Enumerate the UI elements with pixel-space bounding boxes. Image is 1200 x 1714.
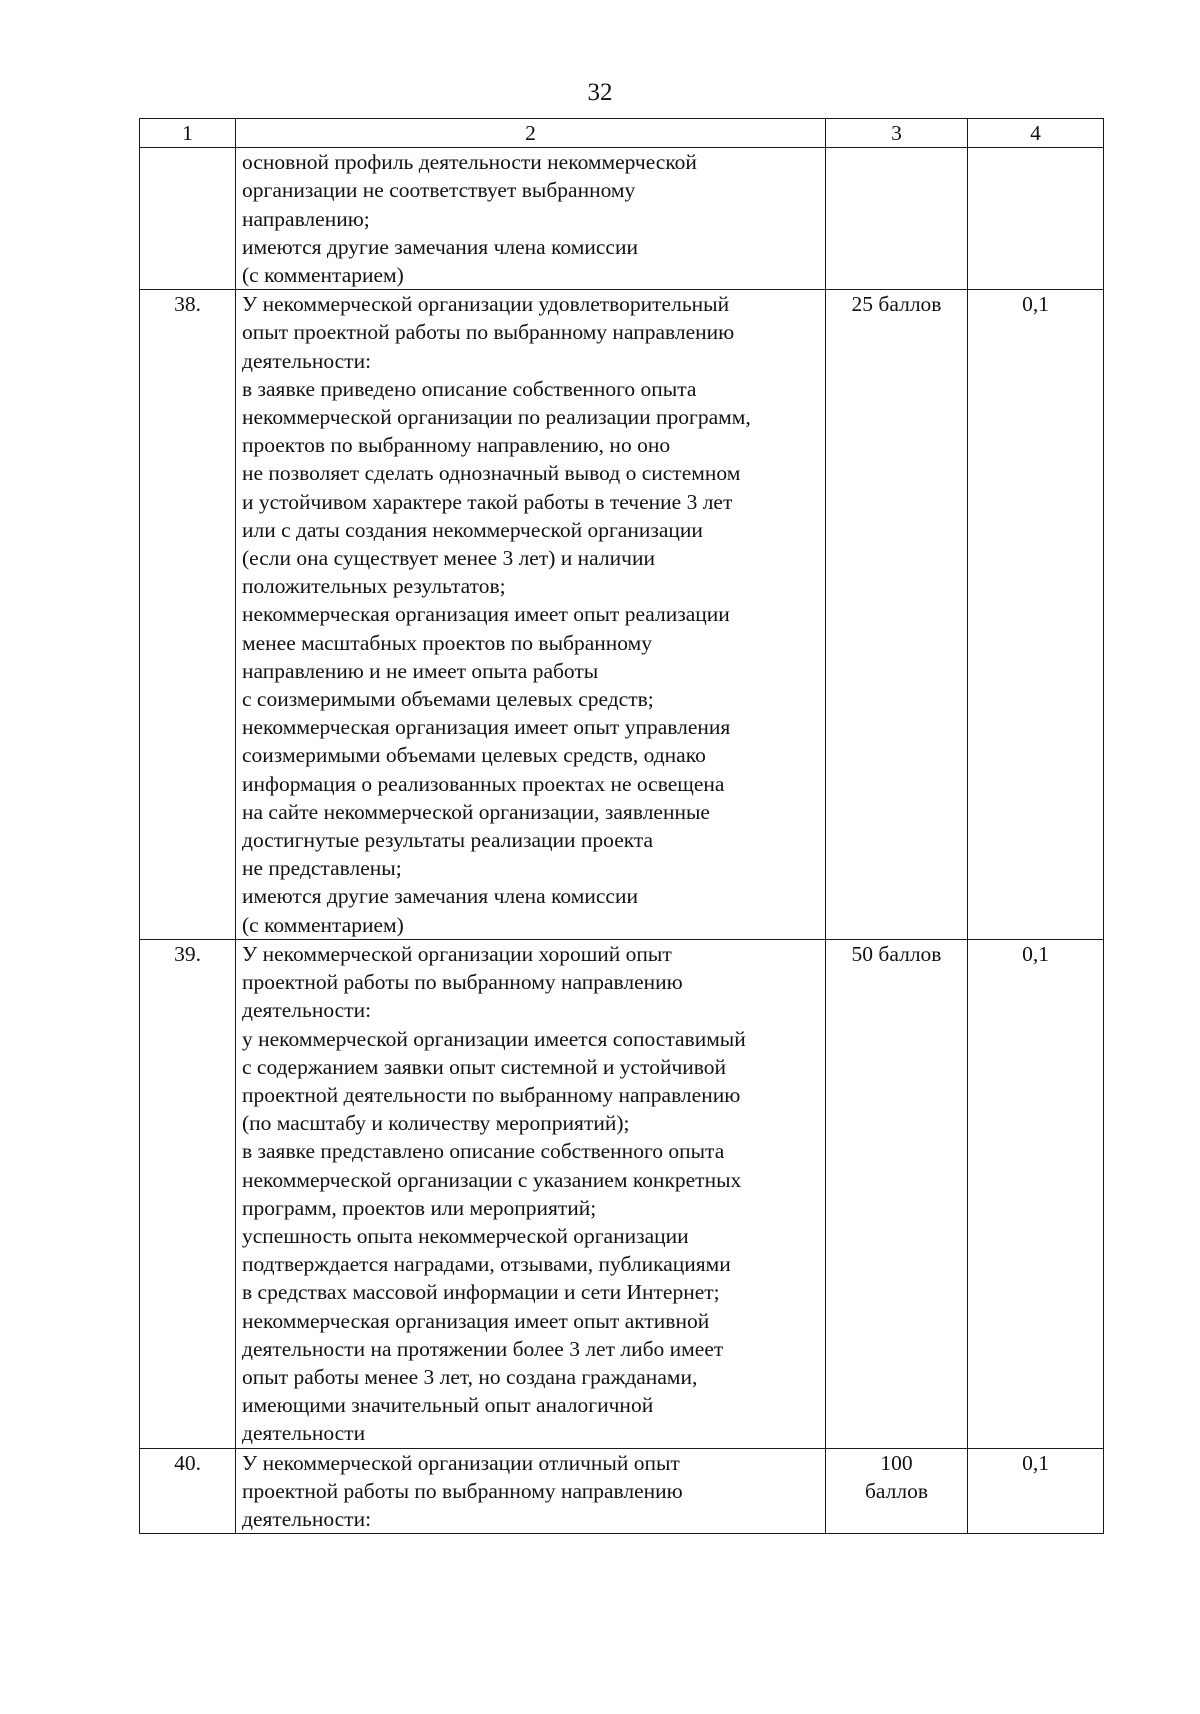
criterion-text-line: У некоммерческой организации удовлетворительный [242,292,730,317]
criterion-text-line: некоммерческая организация имеет опыт активной [242,1308,710,1333]
criterion-text-line: опыт работы менее 3 лет, но создана гражданами, [242,1364,698,1389]
row-number-cell [140,148,236,290]
criterion-text-line: (по масштабу и количеству мероприятий); [242,1111,630,1136]
table-row [140,1448,1104,1534]
criterion-text-line: организации не соответствует выбранному [242,178,636,203]
column-header-1: 1 [140,119,236,148]
table-row [140,290,1104,940]
row-number-cell: 39. [140,939,236,1448]
criterion-text-line: некоммерческая организация имеет опыт управления [242,715,731,740]
criterion-text-line: направлению и не имеет опыта работы [242,658,599,683]
criterion-text-line: или с даты создания некоммерческой организации [242,517,703,542]
criterion-text-line: опыт проектной работы по выбранному направлению [242,320,735,345]
criterion-text-line: некоммерческой организации по реализации программ, [242,405,751,430]
criterion-text-line: имеются другие замечания члена комиссии [242,234,638,259]
criterion-text-line: проектной работы по выбранному направлению [242,1478,683,1503]
table-header-row [140,119,1104,148]
score-value: 50 баллов [851,941,942,966]
criterion-text-line: у некоммерческой организации имеется сопоставимый [242,1026,746,1051]
criterion-text-line: деятельности на протяжении более 3 лет либо имеет [242,1336,724,1361]
score-value: 100 баллов [864,1450,929,1503]
score-value: 25 баллов [851,292,942,317]
criterion-text-line: некоммерческая организация имеет опыт реализации [242,602,730,627]
column-header-4: 4 [968,119,1104,148]
page-number: 32 [587,79,613,106]
criterion-text-line: проектной деятельности по выбранному направлению [242,1082,741,1107]
weight-cell: 0,1 [968,290,1104,940]
criterion-text-line: достигнутые результаты реализации проекта [242,828,654,853]
score-cell [826,148,968,290]
criterion-text-line: проектной работы по выбранному направлению [242,970,683,995]
criterion-text-line: программ, проектов или мероприятий; [242,1195,597,1220]
criterion-text-line: У некоммерческой организации отличный опыт [242,1450,680,1475]
criterion-text-line: деятельности: [242,348,372,373]
criterion-text-cell [236,1448,826,1534]
weight-cell: 0,1 [968,939,1104,1448]
column-header-2: 2 [236,119,826,148]
criterion-text-line: с соизмеримыми объемами целевых средств; [242,687,654,712]
table-row [140,939,1104,1448]
row-number-cell: 38. [140,290,236,940]
criterion-text-line: с содержанием заявки опыт системной и устойчивой [242,1054,727,1079]
column-header-3: 3 [826,119,968,148]
criterion-text-line: основной профиль деятельности некоммерческой [242,150,697,175]
criterion-text-line: в средствах массовой информации и сети Интернет; [242,1280,720,1305]
criterion-text-cell [236,939,826,1448]
score-cell [826,1448,968,1534]
criterion-text-line: (с комментарием) [242,912,404,937]
table-row [140,148,1104,290]
criterion-text-line: в заявке приведено описание собственного опыта [242,376,697,401]
criterion-text-cell [236,290,826,940]
criterion-text-line: (с комментарием) [242,263,404,288]
criterion-text-line: подтверждается наградами, отзывами, публикациями [242,1252,731,1277]
criterion-text-line: успешность опыта некоммерческой организации [242,1223,689,1248]
score-cell [826,939,968,1448]
weight-cell [968,148,1104,290]
criterion-text-line: некоммерческой организации с указанием конкретных [242,1167,742,1192]
criterion-text-line: на сайте некоммерческой организации, заявленные [242,799,710,824]
criterion-text-line: соизмеримыми объемами целевых средств, однако [242,743,706,768]
criterion-text-line: имеющими значительный опыт аналогичной [242,1393,654,1418]
criterion-text-line: деятельности: [242,998,372,1023]
criterion-text-line: в заявке представлено описание собственного опыта [242,1139,725,1164]
criterion-text-line: деятельности: [242,1506,372,1531]
criterion-text-line: информация о реализованных проектах не освещена [242,771,725,796]
criterion-text-line: У некоммерческой организации хороший опыт [242,941,672,966]
weight-cell: 0,1 [968,1448,1104,1534]
row-number-cell: 40. [140,1448,236,1534]
criterion-text-cell [236,148,826,290]
criteria-table [139,118,1104,1534]
criterion-text-line: не представлены; [242,856,402,881]
criterion-text-line: не позволяет сделать однозначный вывод о системном [242,461,741,486]
criterion-text-line: направлению; [242,206,370,231]
criterion-text-line: менее масштабных проектов по выбранному [242,630,652,655]
criterion-text-line: и устойчивом характере такой работы в течение 3 лет [242,489,733,514]
criterion-text-line: имеются другие замечания члена комиссии [242,884,638,909]
criterion-text-line: деятельности [242,1421,366,1446]
criterion-text-line: положительных результатов; [242,574,506,599]
criterion-text-line: (если она существует менее 3 лет) и наличии [242,546,655,571]
criterion-text-line: проектов по выбранному направлению, но оно [242,433,671,458]
score-cell [826,290,968,940]
